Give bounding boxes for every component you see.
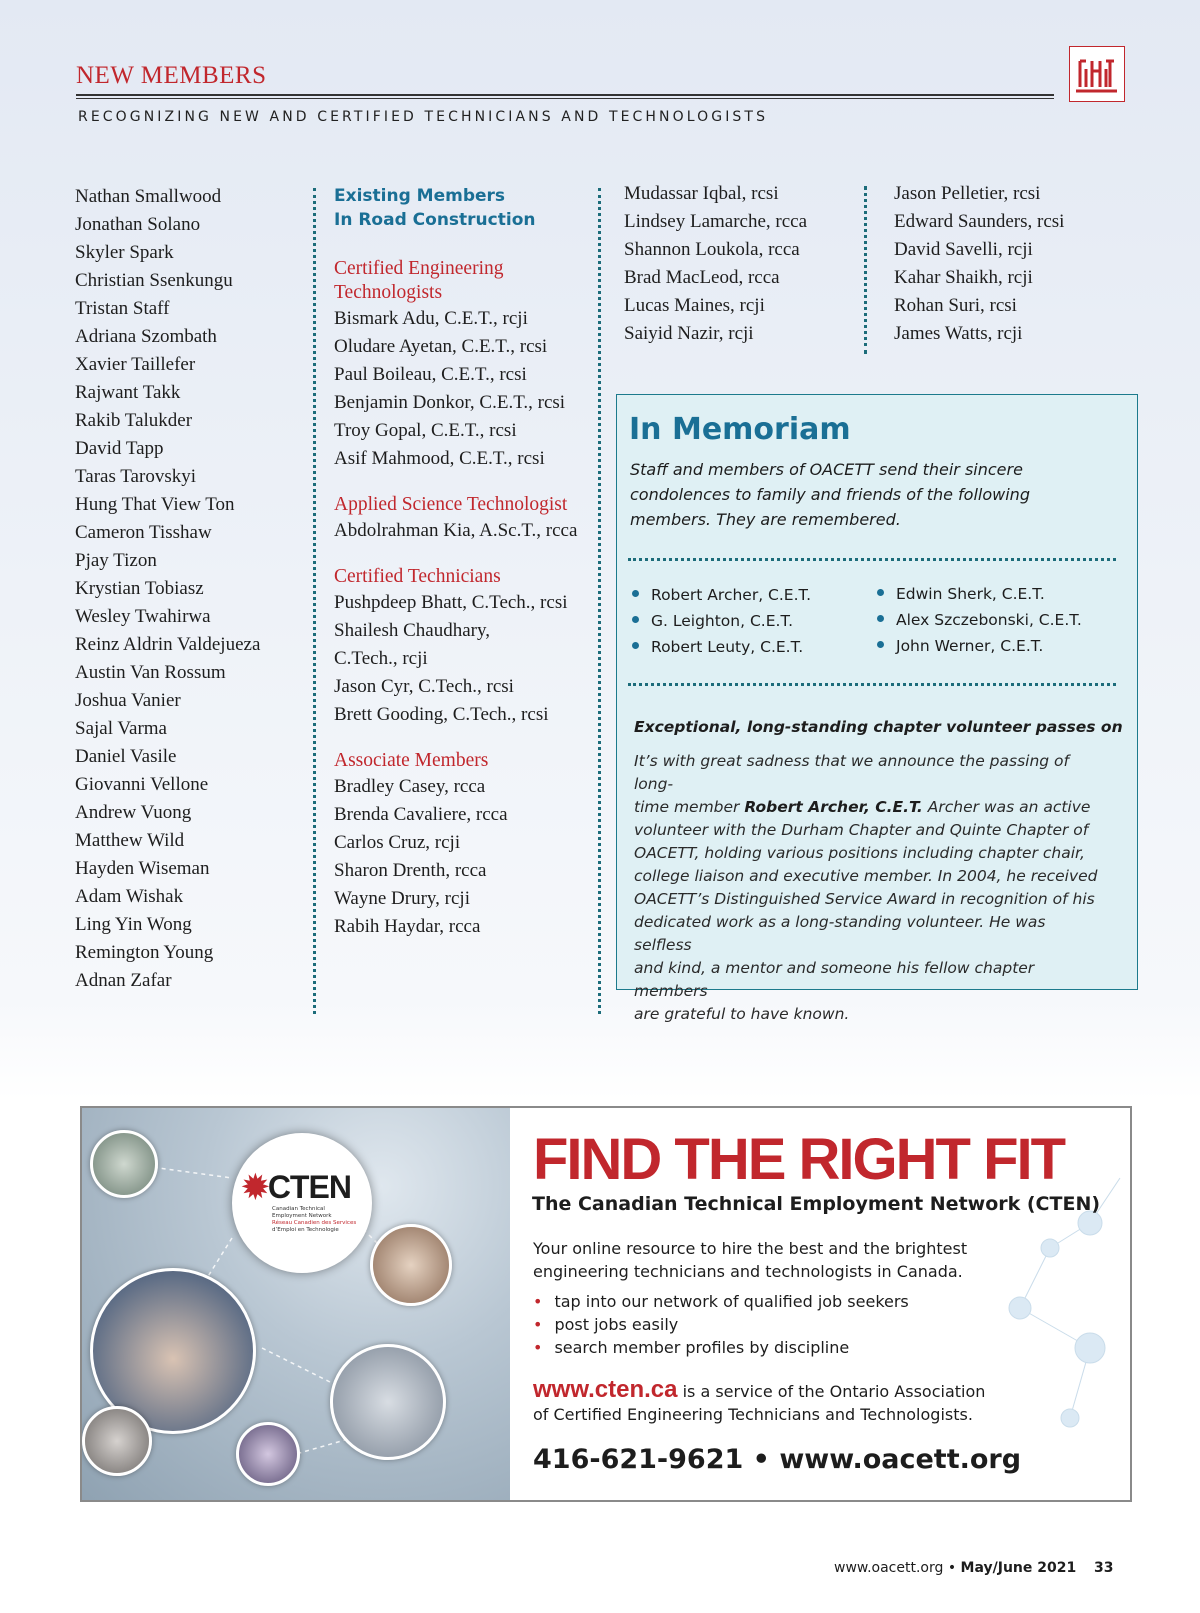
memoriam-divider <box>628 558 1116 561</box>
ad-bullet-text: post jobs easily <box>554 1315 679 1334</box>
footer-spacer <box>1076 1560 1094 1576</box>
member-name: Remington Young <box>75 942 214 963</box>
member-name: Joshua Vanier <box>75 690 181 711</box>
cet-heading-line2: Technologists <box>334 282 443 303</box>
ad-bullet-list <box>533 1290 909 1359</box>
member-name: Abdolrahman Kia, A.Sc.T., rcca <box>334 520 578 541</box>
ad-url-text: is a service of the Ontario Association <box>677 1382 986 1401</box>
memoriam-names-right <box>877 581 1082 659</box>
member-name: Reinz Aldrin Valdejueza <box>75 634 261 655</box>
cten-logo-caption: Réseau Canadien des Services <box>272 1220 357 1226</box>
members-list-col4 <box>894 180 1064 348</box>
photo-bubble <box>90 1130 158 1198</box>
memoriam-name <box>632 582 811 608</box>
member-name: Jonathan Solano <box>75 214 201 235</box>
ad-subheadline: The Canadian Technical Employment Network (CTEN) <box>532 1193 1101 1215</box>
member-name: Skyler Spark <box>75 242 174 263</box>
ad-bullet-item <box>533 1290 909 1313</box>
member-name: Sharon Drenth, rcca <box>334 860 487 881</box>
member-name: Mudassar Iqbal, rcsi <box>624 183 779 204</box>
member-name: Shailesh Chaudhary, <box>334 620 491 641</box>
photo-bubble <box>236 1422 300 1486</box>
member-name: Shannon Loukola, rcca <box>624 239 800 260</box>
member-name: Lindsey Lamarche, rcca <box>624 211 808 232</box>
ad-description <box>533 1237 1003 1283</box>
member-name: Rakib Talukder <box>75 410 193 431</box>
memoriam-body-line: OACETT’s Distinguished Service Award in recognition of his <box>634 890 1095 908</box>
header-rule <box>76 94 1054 96</box>
member-name: Austin Van Rossum <box>75 662 226 683</box>
photo-bubble <box>330 1344 446 1460</box>
member-categories <box>334 184 577 941</box>
memoriam-name-text: John Werner, C.E.T. <box>896 637 1044 655</box>
member-name: Benjamin Donkor, C.E.T., rcsi <box>334 392 566 413</box>
member-name: Carlos Cruz, rcji <box>334 832 461 853</box>
ad-description-line: Your online resource to hire the best and the brightest <box>533 1239 968 1258</box>
bullet-icon <box>632 590 639 597</box>
bullet-icon <box>877 641 884 648</box>
memoriam-intro-line: members. They are remembered. <box>630 510 901 529</box>
existing-members-heading: Existing Members <box>334 186 506 206</box>
cten-logo-caption: Canadian Technical <box>272 1206 325 1212</box>
member-name: David Tapp <box>75 438 164 459</box>
members-list-col3 <box>624 180 807 348</box>
memoriam-subheading: Exceptional, long-standing chapter volunteer passes on <box>634 718 1123 736</box>
member-name: Andrew Vuong <box>75 802 192 823</box>
member-name: Hung That View Ton <box>75 494 235 515</box>
member-name: Tristan Staff <box>75 298 170 319</box>
memoriam-name <box>632 608 811 634</box>
memoriam-name-text: Robert Leuty, C.E.T. <box>651 638 804 656</box>
ad-url-line-2: of Certified Engineering Technicians and Technologists. <box>533 1405 973 1424</box>
member-name: Asif Mahmood, C.E.T., rcsi <box>334 448 545 469</box>
member-name: Adam Wishak <box>75 886 184 907</box>
memoriam-body-line: college liaison and executive member. In 2004, he received <box>634 867 1098 885</box>
memoriam-intro-line: Staff and members of OACETT send their sincere <box>630 460 1023 479</box>
member-name: Bismark Adu, C.E.T., rcji <box>334 308 528 329</box>
member-name: Rohan Suri, rcsi <box>894 295 1017 316</box>
memoriam-title: In Memoriam <box>629 412 851 447</box>
header-rule-thin <box>76 98 1054 99</box>
memoriam-body-line <box>634 796 1106 819</box>
page-footer <box>834 1560 1114 1576</box>
photo-bubble <box>370 1224 452 1306</box>
photo-bubble <box>82 1406 152 1476</box>
cten-logo-caption: d’Emploi en Technologie <box>272 1227 339 1233</box>
memoriam-intro-line: condolences to family and friends of the following <box>630 485 1030 504</box>
member-name: Brett Gooding, C.Tech., rcsi <box>334 704 549 725</box>
memoriam-name <box>877 633 1082 659</box>
maple-leaf-icon: ✹ <box>242 1169 268 1205</box>
member-name: Brad MacLeod, rcca <box>624 267 780 288</box>
member-name: Giovanni Vellone <box>75 774 209 795</box>
member-name: David Savelli, rcji <box>894 239 1033 260</box>
ad-bullet-text: search member profiles by discipline <box>554 1338 850 1357</box>
member-name: Sajal Varma <box>75 718 167 739</box>
member-name: Adriana Szombath <box>75 326 217 347</box>
bullet-icon <box>877 615 884 622</box>
member-name: Jason Pelletier, rcsi <box>894 183 1041 204</box>
memoriam-name-text: G. Leighton, C.E.T. <box>651 612 793 630</box>
ad-photo-collage <box>82 1108 510 1500</box>
member-name: Hayden Wiseman <box>75 858 210 879</box>
member-name: Pjay Tizon <box>75 550 157 571</box>
ad-description-line: engineering technicians and technologists in Canada. <box>533 1262 963 1281</box>
column-divider <box>313 188 316 1014</box>
member-name: Matthew Wild <box>75 830 185 851</box>
asct-heading: Applied Science Technologist <box>334 494 568 515</box>
memoriam-name-text: Robert Archer, C.E.T. <box>651 586 812 604</box>
ad-bullet-item <box>533 1336 909 1359</box>
member-name: Wayne Drury, rcji <box>334 888 470 909</box>
ad-bullet-item <box>533 1313 909 1336</box>
member-name: Adnan Zafar <box>75 970 172 991</box>
member-name: Krystian Tobiasz <box>75 578 204 599</box>
cet-heading: Certified Engineering <box>334 258 504 279</box>
member-name: Rajwant Takk <box>75 382 181 403</box>
member-name: Edward Saunders, rcsi <box>894 211 1065 232</box>
member-name: Brenda Cavaliere, rcca <box>334 804 508 825</box>
member-name: Rabih Haydar, rcca <box>334 916 481 937</box>
cten-logo <box>242 1168 362 1234</box>
memoriam-name-text: Alex Szczebonski, C.E.T. <box>896 611 1082 629</box>
existing-members-heading-line2: In Road Construction <box>334 210 536 230</box>
memoriam-body-line: It’s with great sadness that we announce the passing of long- <box>634 752 1069 793</box>
memoriam-name <box>877 581 1082 607</box>
member-name: Nathan Smallwood <box>75 186 222 207</box>
ctech-heading: Certified Technicians <box>334 566 501 587</box>
memoriam-names-left <box>632 582 811 660</box>
member-name: Oludare Ayetan, C.E.T., rcsi <box>334 336 548 357</box>
member-name: Saiyid Nazir, rcji <box>624 323 754 344</box>
member-name: Taras Tarovskyi <box>75 466 196 487</box>
memoriam-name <box>877 607 1082 633</box>
memoriam-name <box>632 634 811 660</box>
bullet-icon <box>632 642 639 649</box>
memoriam-body-text: time member <box>634 798 745 816</box>
memoriam-body-line: dedicated work as a long-standing volunteer. He was selfless <box>634 913 1046 954</box>
memoriam-intro <box>630 457 1110 532</box>
ad-url-line <box>533 1376 985 1404</box>
ad-contact[interactable]: 416-621-9621 • www.oacett.org <box>533 1444 1022 1475</box>
member-name: Lucas Maines, rcji <box>624 295 765 316</box>
member-name: Wesley Twahirwa <box>75 606 211 627</box>
member-name: Xavier Taillefer <box>75 354 196 375</box>
bullet-icon <box>632 616 639 623</box>
bullet-icon: • <box>533 1292 543 1311</box>
footer-site[interactable]: www.oacett.org <box>834 1560 944 1576</box>
new-members-list <box>75 183 260 995</box>
bullet-icon: • <box>533 1338 543 1357</box>
memoriam-body-line: and kind, a mentor and someone his fellow chapter members <box>634 959 1035 1000</box>
section-subtitle: RECOGNIZING NEW AND CERTIFIED TECHNICIANS AND TECHNOLOGISTS <box>78 109 769 125</box>
member-name: Jason Cyr, C.Tech., rcsi <box>334 676 514 697</box>
member-name: Bradley Casey, rcca <box>334 776 486 797</box>
member-name: James Watts, rcji <box>894 323 1023 344</box>
memoriam-body <box>634 750 1106 1026</box>
cten-logo-caption: Employment Network <box>272 1213 332 1219</box>
bullet-icon <box>877 589 884 596</box>
member-name: C.Tech., rcji <box>334 648 428 669</box>
member-name: Troy Gopal, C.E.T., rcsi <box>334 420 517 441</box>
memoriam-body-line: are grateful to have known. <box>634 1005 850 1023</box>
ad-bullet-text: tap into our network of qualified job seekers <box>554 1292 909 1311</box>
page-number: 33 <box>1094 1560 1114 1576</box>
memoriam-honoree-name: Robert Archer, C.E.T. <box>744 798 923 816</box>
ad-headline: FIND THE RIGHT FIT <box>533 1127 1065 1192</box>
memoriam-name-text: Edwin Sherk, C.E.T. <box>896 585 1045 603</box>
member-name: Daniel Vasile <box>75 746 177 767</box>
column-divider <box>864 186 867 354</box>
cten-link[interactable]: www.cten.ca <box>533 1376 678 1403</box>
member-name: Paul Boileau, C.E.T., rcsi <box>334 364 527 385</box>
bullet-icon: • <box>533 1315 543 1334</box>
memoriam-body-line: volunteer with the Durham Chapter and Quinte Chapter of <box>634 821 1089 839</box>
member-name: Ling Yin Wong <box>75 914 192 935</box>
footer-issue: May/June 2021 <box>960 1560 1077 1576</box>
memoriam-body-line: OACETT, holding various positions including chapter chair, <box>634 844 1085 862</box>
cten-logo-text: CTEN <box>267 1169 351 1205</box>
member-name: Pushpdeep Bhatt, C.Tech., rcsi <box>334 592 568 613</box>
member-name: Christian Ssenkungu <box>75 270 233 291</box>
member-name: Kahar Shaikh, rcji <box>894 267 1033 288</box>
member-name: Cameron Tisshaw <box>75 522 212 543</box>
section-title: NEW MEMBERS <box>76 62 267 89</box>
memoriam-divider <box>628 683 1116 686</box>
column-divider <box>598 188 601 1014</box>
footer-separator: • <box>943 1560 961 1576</box>
oacett-logo-icon <box>1069 46 1125 102</box>
associate-heading: Associate Members <box>334 750 489 771</box>
memoriam-body-text: Archer was an active <box>922 798 1091 816</box>
